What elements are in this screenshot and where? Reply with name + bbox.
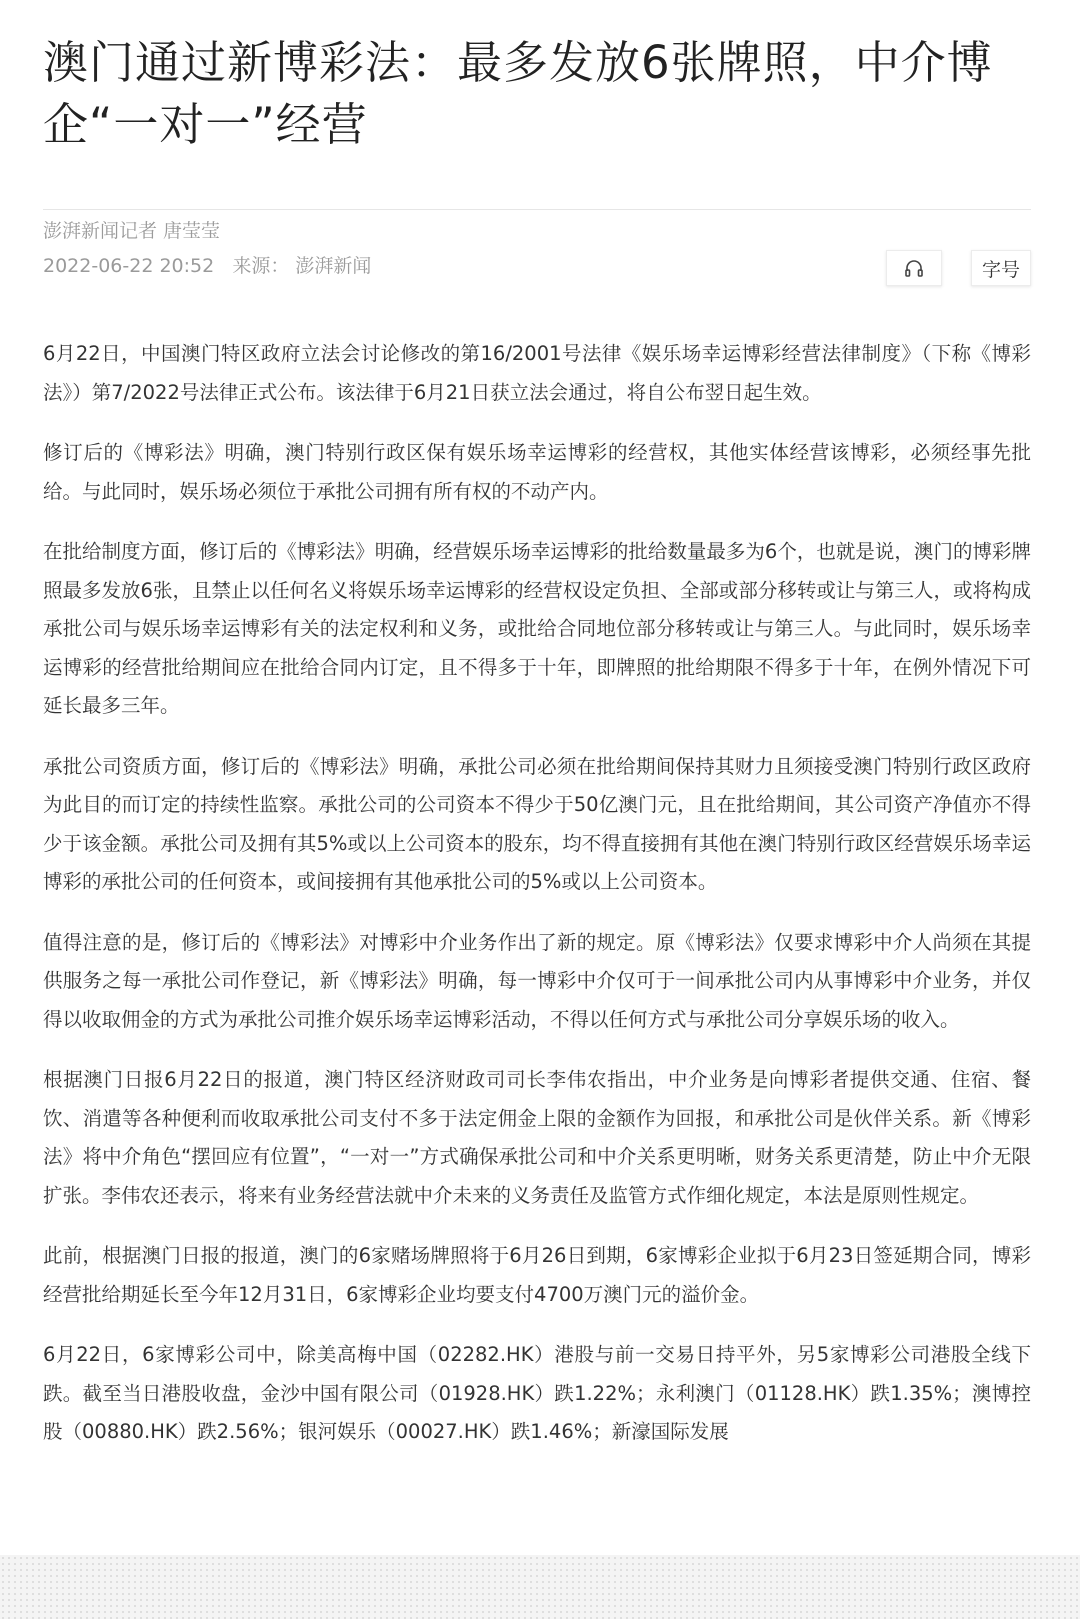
- article-byline: 澎湃新闻记者 唐莹莹: [43, 220, 221, 242]
- headphones-icon: [904, 259, 924, 277]
- article-page: [43, 0, 1031, 1443]
- article-meta: [43, 250, 371, 282]
- article-paragraph: 6月22日，中国澳门特区政府立法会讨论修改的第16/2001号法律《娱乐场幸运博彩经营法律制度》（下称《博彩法》）第7/2022号法律正式公布。该法律于6月21日获立法会通过，将自公布翌日起生效。: [43, 342, 1031, 404]
- font-size-button[interactable]: 字号: [971, 250, 1031, 286]
- article-paragraph: 值得注意的是，修订后的《博彩法》对博彩中介业务作出了新的规定。原《博彩法》仅要求博彩中介人尚须在其提供服务之每一承批公司作登记，新《博彩法》明确，每一博彩中介仅可于一间承批公司内从事博彩中介业务，并仅得以收取佣金的方式为承批公司推介娱乐场幸运博彩活动，不得以任何方式与承批公司分享娱乐场的收入。: [43, 930, 1031, 1031]
- article-paragraph: 承批公司资质方面，修订后的《博彩法》明确，承批公司必须在批给期间保持其财力且须接受澳门特别行政区政府为此目的而订定的持续性监察。承批公司的公司资本不得少于50亿澳门元，且在批给期间，其公司资产净值亦不得少于该金额。承批公司及拥有其5%或以上公司资本的股东，均不得直接拥有其他在澳门特别行政区经营娱乐场幸运博彩的承批公司的任何资本，或间接拥有其他承批公司的5%或以上公司资本。: [43, 754, 1031, 893]
- article-body: [43, 335, 1031, 1451]
- article-paragraph: 修订后的《博彩法》明确，澳门特别行政区保有娱乐场幸运博彩的经营权，其他实体经营该博彩，必须经事先批给。与此同时，娱乐场必须位于承批公司拥有所有权的不动产内。: [43, 441, 1031, 503]
- article-paragraph: 此前，根据澳门日报的报道，澳门的6家赌场牌照将于6月26日到期，6家博彩企业拟于6月23日签延期合同，博彩经营批给期延长至今年12月31日，6家博彩企业均要支付4700万澳门元的溢价金。: [43, 1244, 1031, 1306]
- source-name: 澎湃新闻: [295, 255, 372, 277]
- article-paragraph: 根据澳门日报6月22日的报道，澳门特区经济财政司司长李伟农指出，中介业务是向博彩者提供交通、住宿、餐饮、消遣等各种便利而收取承批公司支付不多于法定佣金上限的金额作为回报，和承批公司是伙伴关系。新《博彩法》将中介角色“摆回应有位置”，“一对一”方式确保承批公司和中介关系更明晰，财务关系更清楚，防止中介无限扩张。李伟农还表示，将来有业务经营法就中介未来的义务责任及监管方式作细化规定，本法是原则性规定。: [43, 1068, 1031, 1207]
- meta-spacer: [220, 255, 226, 277]
- listen-button[interactable]: [886, 250, 942, 286]
- publish-datetime: 2022-06-22 20:52: [43, 255, 215, 277]
- article-title: 澳门通过新博彩法：最多发放6张牌照，中介博企“一对一”经营: [43, 36, 993, 151]
- source-label: 来源：: [232, 255, 290, 277]
- title-divider: [43, 209, 1031, 210]
- article-paragraph: 在批给制度方面，修订后的《博彩法》明确，经营娱乐场幸运博彩的批给数量最多为6个，也就是说，澳门的博彩牌照最多发放6张，且禁止以任何名义将娱乐场幸运博彩的经营权设定负担、全部或部分移转或让与第三人，或将构成承批公司与娱乐场幸运博彩有关的法定权利和义务，或批给合同地位部分移转或让与第三人。与此同时，娱乐场幸运博彩的经营批给期间应在批给合同内订定，且不得多于十年，即牌照的批给期限不得多于十年，在例外情况下可延长最多三年。: [43, 540, 1031, 717]
- read-more-fade: [0, 1555, 1080, 1619]
- article-paragraph: 6月22日，6家博彩公司中，除美高梅中国（02282.HK）港股与前一交易日持平外，另5家博彩公司港股全线下跌。截至当日港股收盘，金沙中国有限公司（01928.HK）跌1.22%；永利澳门（01128.HK）跌1.35%；澳博控股（00880.HK）跌2.56%；银河娱乐（00027.HK）跌1.46%；新濠国际发展: [43, 1343, 1031, 1443]
